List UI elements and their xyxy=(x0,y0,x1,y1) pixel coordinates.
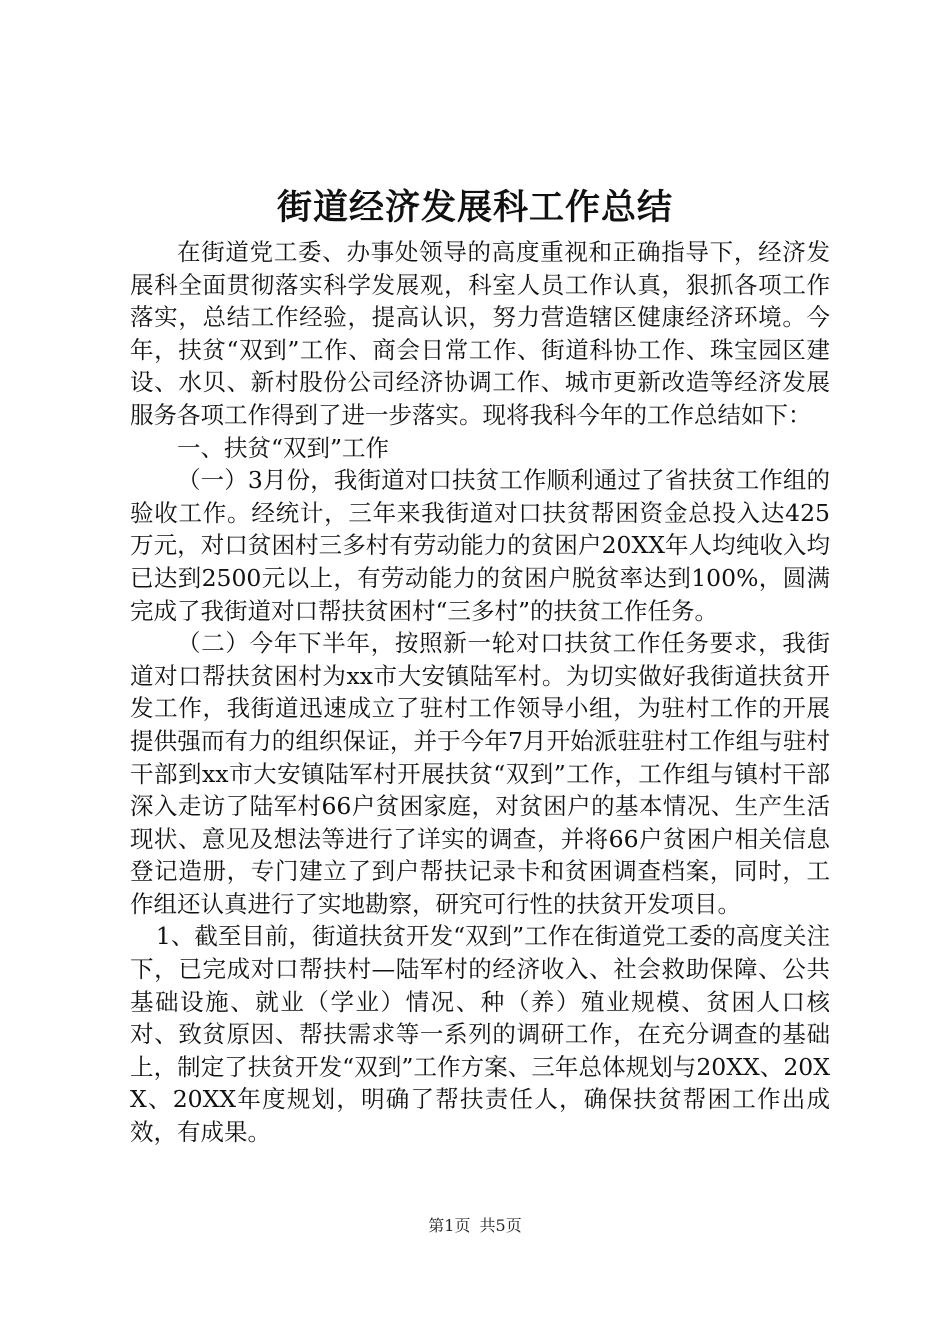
page-total: 共5页 xyxy=(479,1216,522,1235)
page-footer xyxy=(0,1214,950,1238)
paragraph-part-two: （二）今年下半年，按照新一轮对口扶贫工作任务要求，我街道对口帮扶贫困村为xx市大安镇陆军村。为切实做好我街道扶贫开发工作，我街道迅速成立了驻村工作领导小组，为驻村工作的开展提供强而有力的组织保证，并于今年7月开始派驻驻村工作组与驻村干部到xx市大安镇陆军村开展扶贫“双到”工作，工作组与镇村干部深入走访了陆军村66户贫困家庭，对贫困户的基本情况、生产生活现状、意见及想法等进行了详实的调查，并将66户贫困户相关信息登记造册，专门建立了到户帮扶记录卡和贫困调查档案，同时，工作组还认真进行了实地勘察，研究可行性的扶贫开发项目。 xyxy=(130,629,830,918)
intro-paragraph: 在街道党工委、办事处领导的高度重视和正确指导下，经济发展科全面贯彻落实科学发展观，科室人员工作认真，狠抓各项工作落实，总结工作经验，提高认识，努力营造辖区健康经济环境。今年，扶贫“双到”工作、商会日常工作、街道科协工作、珠宝园区建设、水贝、新村股份公司经济协调工作、城市更新改造等经济发展服务各项工作得到了进一步落实。现将我科今年的工作总结如下： xyxy=(130,238,830,429)
document-body xyxy=(130,236,830,1149)
paragraph-part-one: （一）3月份，我街道对口扶贫工作顺利通过了省扶贫工作组的验收工作。经统计，三年来我街道对口扶贫帮困资金总投入达425万元，对口贫困村三多村有劳动能力的贫困户20XX年人均纯收入均已达到2500元以上，有劳动能力的贫困户脱贫率达到100%，圆满完成了我街道对口帮扶贫困村“三多村”的扶贫工作任务。 xyxy=(130,466,830,625)
paragraph-item-one: 1、截至目前，街道扶贫开发“双到”工作在街道党工委的高度关注下，已完成对口帮扶村—陆军村的经济收入、社会救助保障、公共基础设施、就业（学业）情况、种（养）殖业规模、贫困人口核对、致贫原因、帮扶需求等一系列的调研工作，在充分调查的基础上，制定了扶贫开发“双到”工作方案、三年总体规划与20XX、20XX、20XX年度规划，明确了帮扶责任人，确保扶贫帮困工作出成效，有成果。 xyxy=(130,922,830,1147)
section-heading: 一、扶贫“双到”工作 xyxy=(177,433,390,462)
page-number: 第1页 xyxy=(428,1216,471,1235)
document-title: 街道经济发展科工作总结 xyxy=(276,188,673,228)
